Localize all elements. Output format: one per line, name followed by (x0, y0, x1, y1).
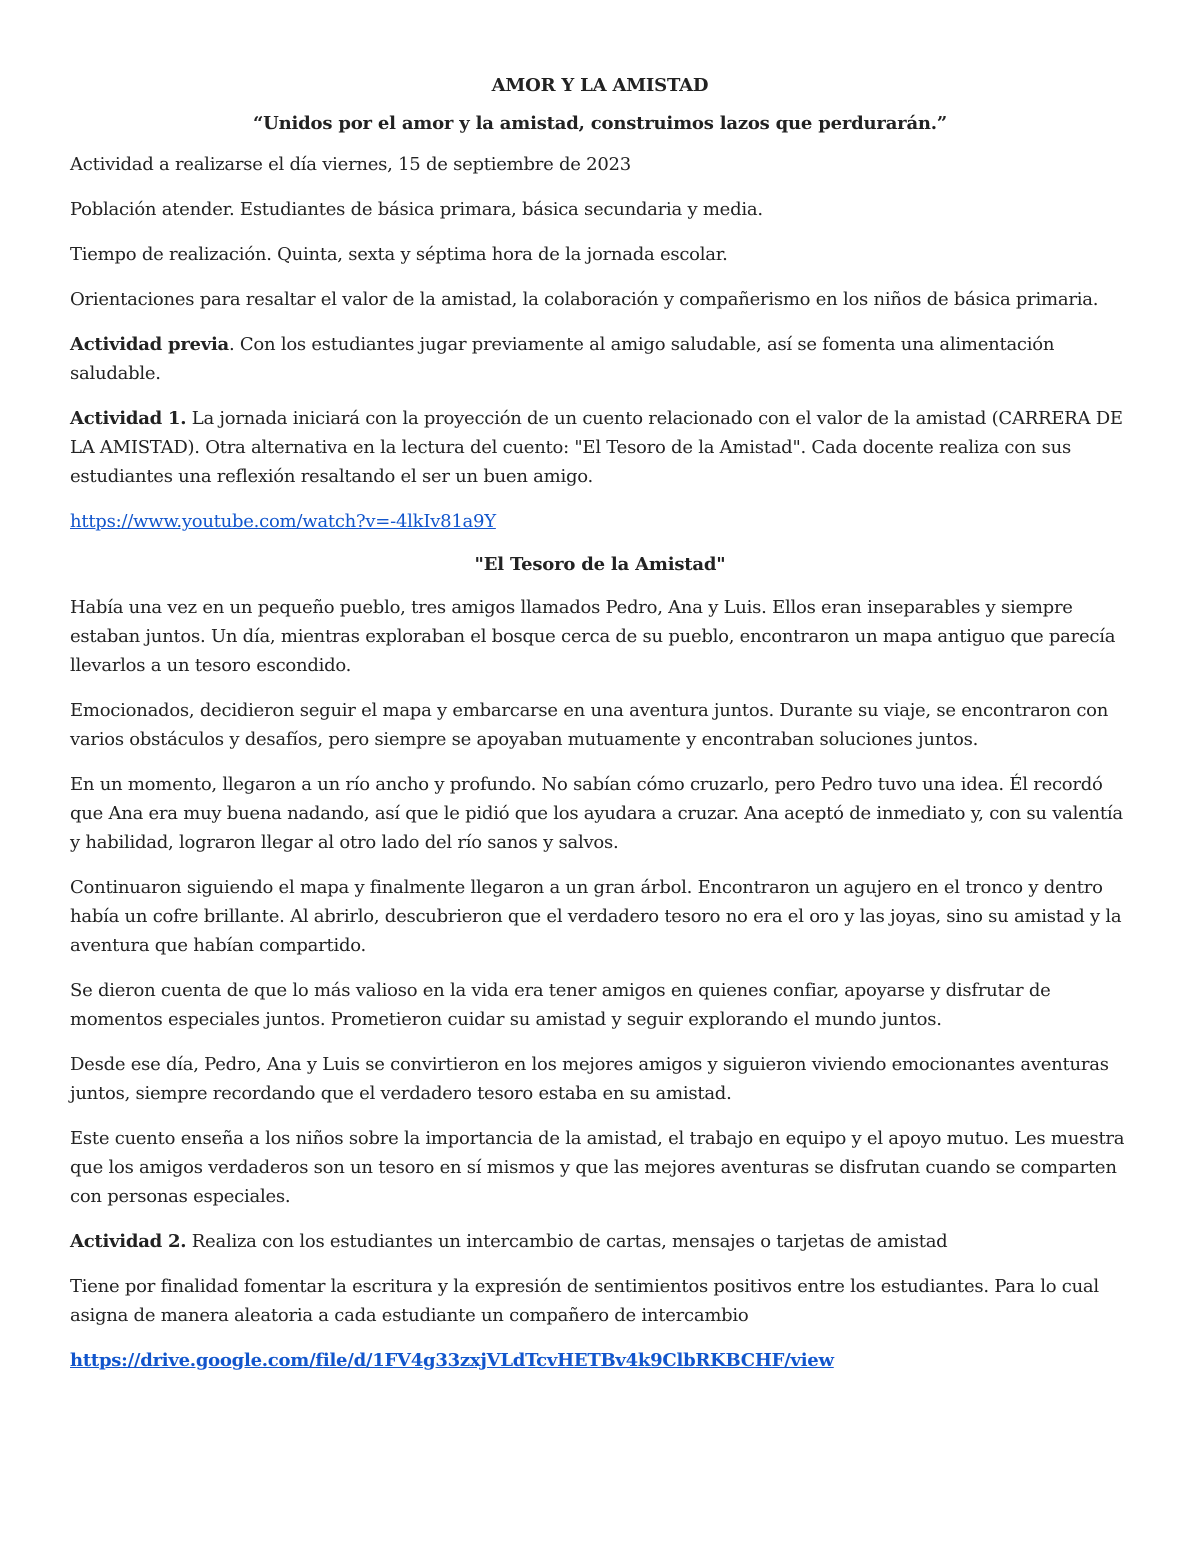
document-title: AMOR Y LA AMISTAD (491, 75, 709, 96)
youtube-link[interactable]: https://www.youtube.com/watch?v=-4lkIv81a9Y (70, 511, 496, 532)
drive-link-line (70, 1346, 1130, 1375)
activity-1-paragraph (70, 404, 1130, 491)
activity-2-text: Realiza con los estudiantes un intercambio de cartas, mensajes o tarjetas de amistad (186, 1231, 948, 1252)
activity-1-label: Actividad 1. (70, 408, 187, 429)
youtube-link-line (70, 507, 1130, 536)
activity-2-paragraph (70, 1227, 1130, 1256)
story-paragraph-2: Emocionados, decidieron seguir el mapa y embarcarse en una aventura juntos. Durante su viaje, se encontraron con varios obstáculos y desafíos, pero siempre se apoyaban mutuamente y encontraban soluciones juntos. (70, 700, 1109, 750)
population-line: Población atender. Estudiantes de básica primara, básica secundaria y media. (70, 199, 763, 220)
story-paragraph-6: Desde ese día, Pedro, Ana y Luis se convirtieron en los mejores amigos y siguieron viviendo emocionantes aventuras juntos, siempre recordando que el verdadero tesoro estaba en su amistad. (70, 1054, 1109, 1104)
story-paragraph-3: En un momento, llegaron a un río ancho y profundo. No sabían cómo cruzarlo, pero Pedro tuvo una idea. Él recordó que Ana era muy buena nadando, así que le pidió que los ayudara a cruzar. Ana aceptó de inmediato y, con su valentía y habilidad, lograron llegar al otro lado del río sanos y salvos. (70, 774, 1123, 853)
activity-previa-label: Actividad previa (70, 334, 229, 355)
story-paragraph-1: Había una vez en un pequeño pueblo, tres amigos llamados Pedro, Ana y Luis. Ellos eran inseparables y siempre estaban juntos. Un día, mientras exploraban el bosque cerca de su pueblo, encontraron un mapa antiguo que parecía llevarlos a un tesoro escondido. (70, 597, 1116, 676)
document-subtitle: “Unidos por el amor y la amistad, construimos lazos que perdurarán.” (252, 113, 948, 134)
activity-1-text: La jornada iniciará con la proyección de un cuento relacionado con el valor de la amistad (CARRERA DE LA AMISTAD). Otra alternativa en la lectura del cuento: "El Tesoro de la Amistad". Cada docente realiza con sus estudiantes una reflexión resaltando el ser un buen amigo. (70, 408, 1123, 487)
drive-link[interactable]: https://drive.google.com/file/d/1FV4g33zxjVLdTcvHETBv4k9ClbRKBCHF/view (70, 1350, 834, 1371)
story-paragraph-4: Continuaron siguiendo el mapa y finalmente llegaron a un gran árbol. Encontraron un agujero en el tronco y dentro había un cofre brillante. Al abrirlo, descubrieron que el verdadero tesoro no era el oro y las joyas, sino su amistad y la aventura que habían compartido. (70, 877, 1122, 956)
date-line: Actividad a realizarse el día viernes, 15 de septiembre de 2023 (70, 154, 631, 175)
time-line: Tiempo de realización. Quinta, sexta y séptima hora de la jornada escolar. (70, 244, 728, 265)
story-title: "El Tesoro de la Amistad" (474, 554, 726, 575)
activity-previa-paragraph (70, 330, 1130, 388)
story-moral-paragraph: Este cuento enseña a los niños sobre la importancia de la amistad, el trabajo en equipo y el apoyo mutuo. Les muestra que los amigos verdaderos son un tesoro en sí mismos y que las mejores aventuras se disfrutan cuando se comparten con personas especiales. (70, 1128, 1125, 1207)
story-paragraph-5: Se dieron cuenta de que lo más valioso en la vida era tener amigos en quienes confiar, apoyarse y disfrutar de momentos especiales juntos. Prometieron cuidar su amistad y seguir explorando el mundo juntos. (70, 980, 1051, 1030)
orientations-paragraph: Orientaciones para resaltar el valor de la amistad, la colaboración y compañerismo en los niños de básica primaria. (70, 289, 1099, 310)
activity-2-purpose: Tiene por finalidad fomentar la escritura y la expresión de sentimientos positivos entre los estudiantes. Para lo cual asigna de manera aleatoria a cada estudiante un compañero de intercambio (70, 1276, 1099, 1326)
activity-2-label: Actividad 2. (70, 1231, 187, 1252)
activity-previa-text: . Con los estudiantes jugar previamente al amigo saludable, así se fomenta una alimentación saludable. (70, 334, 1055, 384)
